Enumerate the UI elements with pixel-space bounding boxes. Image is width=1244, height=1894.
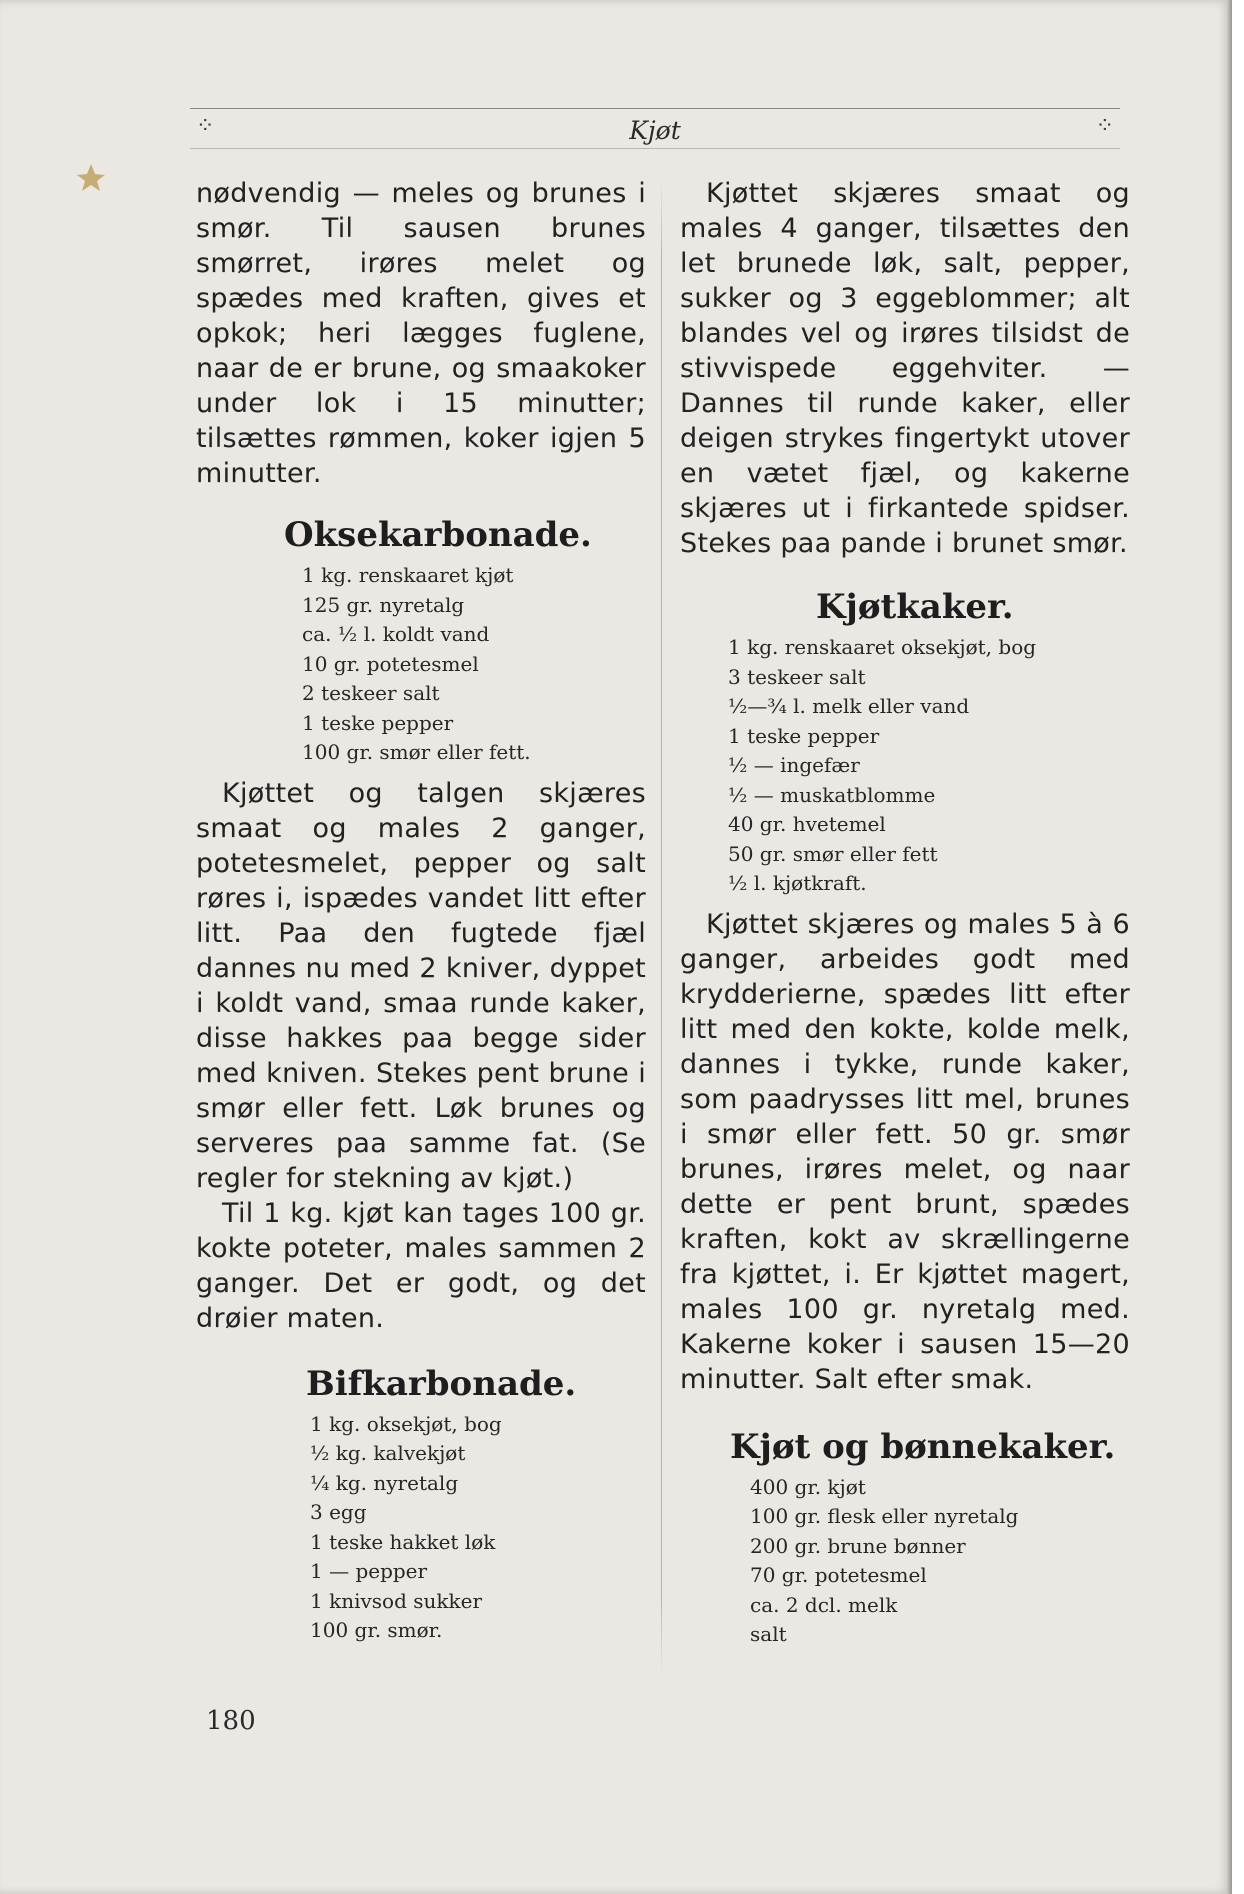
ingredient-item: ½ l. kjøtkraft. [728, 871, 867, 895]
ingredient-item: 200 gr. brune bønner [750, 1533, 966, 1558]
ingredient-item: 1 kg. renskaaret oksekjøt, bog [728, 635, 1037, 659]
page-number: 180 [206, 1706, 256, 1736]
ingredient-item: 40 gr. hvetemel [728, 812, 886, 836]
recipe-title-oksekarbonade: Oksekarbonade. [284, 515, 592, 555]
ingredient-list-kjotkaker [728, 633, 1130, 899]
ingredient-item: ca. ½ l. koldt vand [302, 622, 490, 646]
method-paragraph: Kjøttet og talgen skjæres smaat og males 2 ganger, potetesmelet, pepper og salt røres i, ispædes vandet litt efter litt. Paa den fugtede fjæl dannes nu med 2 kniver, dyppet i koldt vand, smaa runde kaker, disse hakkes paa begge sider med kniven. Stekes pent brune i smør eller fett. Løk brunes og serveres paa samme fat. (Se regler for stekning av kjøt.) [196, 777, 646, 1194]
ingredient-item: 1 knivsod sukker [310, 1588, 483, 1613]
ingredient-item: 2 teskeer salt [302, 681, 440, 705]
method-paragraph: Kjøttet skjæres og males 5 à 6 ganger, arbeides godt med krydderierne, spædes litt efter litt med den kokte, kolde melk, dannes i tykke, runde kaker, som paadrysses litt mel, brunes i smør eller fett. 50 gr. smør brunes, irøres melet, og naar dette er pent brunt, spædes kraften, kokt av skrællingerne fra kjøttet, i. Er kjøttet magert, males 100 gr. nyretalg med. Kakerne koker i sausen 15—20 minutter. Salt efter smak. [680, 908, 1130, 1395]
ingredient-item: 70 gr. potetesmel [750, 1563, 927, 1587]
column-divider [661, 180, 662, 1675]
ingredient-item: 100 gr. flesk eller nyretalg [750, 1504, 1019, 1528]
ingredient-item: 400 gr. kjøt [750, 1474, 866, 1499]
ingredient-item: 1 teske pepper [728, 723, 880, 748]
right-column [680, 176, 1130, 1658]
left-column [196, 176, 646, 1654]
ornament-icon: ⁘ [196, 114, 215, 139]
method-paragraph: Kjøttet skjæres smaat og males 4 ganger, tilsættes den let brunede løk, salt, pepper, sukker og 3 eggeblommer; alt blandes vel og irøres tilsidst de stivvispede eggehviter. — Dannes til runde kaker, eller deigen strykes fingertykt utover en vætet fjæl, og kakerne skjæres ut i firkantede spidser. Stekes paa pande i brunet smør. [680, 178, 1130, 559]
ingredient-item: ½—¾ l. melk eller vand [728, 694, 970, 718]
recipe-title-kjot-og-bonnekaker: Kjøt og bønnekaker. [730, 1426, 1116, 1467]
ingredient-item: ½ — muskatblomme [728, 782, 936, 807]
ingredient-item: 1 teske hakket løk [310, 1529, 496, 1554]
method-paragraph: Til 1 kg. kjøt kan tages 100 gr. kokte poteter, males sammen 2 ganger. Det er godt, og det drøier maten. [196, 1197, 646, 1334]
ingredient-item: 3 egg [310, 1500, 367, 1524]
intro-paragraph: nødvendig — meles og brunes i smør. Til sausen brunes smørret, irøres melet og spædes med kraften, gives et opkok; heri lægges fuglene, naar de er brune, og smaakoker under lok i 15 minutter; tilsættes rømmen, koker igjen 5 minutter. [196, 178, 646, 489]
ingredient-item: 1 teske pepper [302, 710, 454, 735]
ingredient-item: 1 kg. oksekjøt, bog [310, 1411, 502, 1436]
ingredient-item: 3 teskeer salt [728, 664, 866, 689]
ingredient-item: ½ kg. kalvekjøt [310, 1441, 466, 1465]
header-rule-bottom [190, 148, 1120, 149]
ingredient-item: ¼ kg. nyretalg [310, 1470, 459, 1495]
ingredient-item: 125 gr. nyretalg [302, 592, 465, 617]
ingredient-item: 100 gr. smør. [310, 1618, 443, 1642]
ornament-icon: ⁘ [1095, 114, 1114, 139]
running-title: Kjøt [629, 116, 681, 145]
ingredient-item: salt [750, 1622, 787, 1646]
running-header [190, 108, 1120, 148]
recipe-title-bifkarbonade: Bifkarbonade. [306, 1363, 577, 1404]
ingredient-item: 50 gr. smør eller fett [728, 841, 938, 866]
recipe-title-kjotkaker: Kjøtkaker. [816, 587, 1014, 627]
ingredient-list-oksekarbonade [302, 561, 646, 768]
library-stamp-icon [74, 160, 108, 194]
ingredient-item: ca. 2 dcl. melk [750, 1592, 898, 1617]
ingredient-item: 1 — pepper [310, 1559, 428, 1583]
ingredient-list-bifkarbonade [310, 1410, 646, 1646]
ingredient-item: 100 gr. smør eller fett. [302, 740, 531, 764]
header-rule-top [190, 108, 1120, 109]
ingredient-item: 10 gr. potetesmel [302, 651, 479, 676]
ingredient-list-kjot-og-bonnekaker [750, 1473, 1130, 1650]
ingredient-item: 1 kg. renskaaret kjøt [302, 563, 514, 587]
ingredient-item: ½ — ingefær [728, 753, 860, 777]
